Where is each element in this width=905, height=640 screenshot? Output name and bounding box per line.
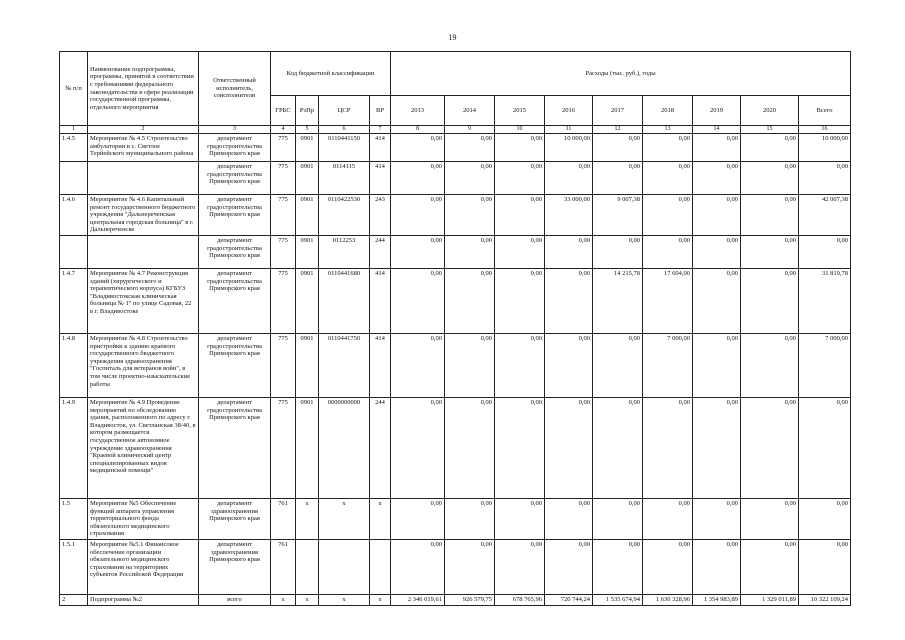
row-value: 0,00 — [643, 195, 693, 236]
row-number: 1.4.8 — [60, 333, 88, 397]
row-name: Мероприятие №5.1 Финансовое обеспечение организации обязательного медицинского страхования на территориях субъектов Российской Федерации — [88, 539, 199, 594]
row-number: 1.4.9 — [60, 397, 88, 498]
row-responsible: департамент градостроительства Приморского края — [199, 134, 271, 162]
row-value: 0,00 — [593, 333, 643, 397]
row-rzpr: 0901 — [296, 235, 319, 268]
column-number: 15 — [741, 126, 799, 134]
row-responsible: департамент градостроительства Приморского края — [199, 268, 271, 333]
row-value: 0,00 — [495, 397, 545, 498]
column-number: 12 — [593, 126, 643, 134]
table-row — [60, 235, 851, 268]
row-value: 0,00 — [799, 498, 851, 539]
row-name — [88, 235, 199, 268]
row-value: 0,00 — [741, 397, 799, 498]
row-rzpr: 0901 — [296, 195, 319, 236]
row-value: 0,00 — [391, 235, 445, 268]
row-vr: 243 — [370, 195, 391, 236]
row-value: 1 354 983,89 — [693, 594, 741, 605]
row-rzpr: 0901 — [296, 134, 319, 162]
header-year: 2015 — [495, 96, 545, 126]
row-csr: 0110441150 — [319, 134, 370, 162]
row-csr: 0114115 — [319, 162, 370, 195]
row-value: 720 744,24 — [545, 594, 593, 605]
row-rzpr: 0901 — [296, 162, 319, 195]
row-grbs: 775 — [271, 333, 296, 397]
row-value: 0,00 — [545, 162, 593, 195]
row-value: 0,00 — [693, 235, 741, 268]
row-value: 42 007,38 — [799, 195, 851, 236]
row-value: 7 000,00 — [643, 333, 693, 397]
row-value: 0,00 — [741, 539, 799, 594]
row-value: 0,00 — [445, 539, 495, 594]
row-vr: 244 — [370, 397, 391, 498]
row-value: 0,00 — [545, 268, 593, 333]
row-value: 0,00 — [593, 235, 643, 268]
table-row — [60, 333, 851, 397]
row-rzpr: 0901 — [296, 268, 319, 333]
row-value: 0,00 — [495, 195, 545, 236]
row-value: 0,00 — [445, 498, 495, 539]
header-year: 2016 — [545, 96, 593, 126]
table-row — [60, 539, 851, 594]
row-grbs: 761 — [271, 539, 296, 594]
row-value: 0,00 — [799, 235, 851, 268]
row-value: 0,00 — [495, 162, 545, 195]
header-budget-code: РзПр — [296, 96, 319, 126]
row-value: 0,00 — [593, 397, 643, 498]
table-row — [60, 498, 851, 539]
row-value: 0,00 — [741, 162, 799, 195]
row-name: Мероприятие №5 Обеспечение функций аппарата управления территориального фонда обязательного медицинского страхования — [88, 498, 199, 539]
column-number: 1 — [60, 126, 88, 134]
row-name: Мероприятие № 4.6 Капитальный ремонт государственного бюджетного учреждения "Дальнереченская центральная городская больница" в г. Дальнереченске — [88, 195, 199, 236]
row-csr — [319, 539, 370, 594]
row-responsible: департамент здравоохранения Приморского края — [199, 539, 271, 594]
row-value: 0,00 — [693, 268, 741, 333]
row-value: 0,00 — [445, 134, 495, 162]
row-value: 0,00 — [693, 195, 741, 236]
row-value: 0,00 — [741, 498, 799, 539]
header-responsible: Ответственный исполнитель, соисполнители — [199, 52, 271, 126]
row-value: 0,00 — [741, 195, 799, 236]
row-value: 0,00 — [741, 235, 799, 268]
row-value: 0,00 — [693, 539, 741, 594]
row-value: 0,00 — [495, 134, 545, 162]
column-number: 3 — [199, 126, 271, 134]
row-number: 1.4.7 — [60, 268, 88, 333]
row-value: 0,00 — [741, 268, 799, 333]
row-value: 0,00 — [643, 134, 693, 162]
column-number: 6 — [319, 126, 370, 134]
row-csr: х — [319, 498, 370, 539]
row-value: 2 346 019,61 — [391, 594, 445, 605]
row-value: 0,00 — [593, 539, 643, 594]
row-value: 0,00 — [693, 162, 741, 195]
header-name: Наименование подпрограммы, программы, принятой в соответствии с требованиями федерального законодательства в сфере реализации государственной программы, отдельного мероприятия — [88, 52, 199, 126]
row-vr: 414 — [370, 333, 391, 397]
row-value: 0,00 — [495, 539, 545, 594]
column-number: 7 — [370, 126, 391, 134]
row-value: 0,00 — [643, 162, 693, 195]
page-number: 19 — [448, 33, 457, 42]
header-budget-classification: Код бюджетной классификации — [271, 52, 391, 96]
row-responsible: департамент градостроительства Приморского края — [199, 397, 271, 498]
header-budget-code: ЦСР — [319, 96, 370, 126]
row-value: 1 630 328,96 — [643, 594, 693, 605]
row-rzpr: 0901 — [296, 333, 319, 397]
row-value: 17 604,00 — [643, 268, 693, 333]
row-value: 9 007,38 — [593, 195, 643, 236]
row-name: Мероприятие № 4.5 Строительство амбулатории в с. Светлое Терйейского муниципального района — [88, 134, 199, 162]
row-value: 0,00 — [799, 397, 851, 498]
row-value: 14 215,78 — [593, 268, 643, 333]
table-row — [60, 268, 851, 333]
row-value: 0,00 — [693, 397, 741, 498]
row-vr — [370, 539, 391, 594]
row-value: 0,00 — [391, 539, 445, 594]
row-value: 0,00 — [445, 162, 495, 195]
row-value: 0,00 — [693, 333, 741, 397]
column-number: 9 — [445, 126, 495, 134]
table-row — [60, 397, 851, 498]
row-name: Подпрограмма №2 — [88, 594, 199, 605]
row-vr: х — [370, 594, 391, 605]
row-csr: 0110441750 — [319, 333, 370, 397]
header-year: 2017 — [593, 96, 643, 126]
row-csr: 0110441680 — [319, 268, 370, 333]
row-value: 0,00 — [799, 162, 851, 195]
row-value: 926 579,75 — [445, 594, 495, 605]
row-vr: 414 — [370, 134, 391, 162]
column-number: 14 — [693, 126, 741, 134]
row-number — [60, 162, 88, 195]
row-value: 0,00 — [643, 397, 693, 498]
row-value: 0,00 — [545, 333, 593, 397]
row-grbs: 775 — [271, 162, 296, 195]
header-year: 2019 — [693, 96, 741, 126]
row-value: 0,00 — [391, 498, 445, 539]
row-vr: х — [370, 498, 391, 539]
row-number: 1.4.6 — [60, 195, 88, 236]
row-csr: 0112253 — [319, 235, 370, 268]
row-value: 0,00 — [495, 333, 545, 397]
row-value: 0,00 — [741, 333, 799, 397]
row-number — [60, 235, 88, 268]
row-value: 1 329 011,89 — [741, 594, 799, 605]
row-value: 0,00 — [391, 134, 445, 162]
row-value: 0,00 — [391, 195, 445, 236]
row-csr: 0000000000 — [319, 397, 370, 498]
row-grbs: 775 — [271, 235, 296, 268]
row-responsible: департамент градостроительства Приморского края — [199, 235, 271, 268]
row-value: 0,00 — [445, 235, 495, 268]
row-responsible: департамент здравоохранения Приморского края — [199, 498, 271, 539]
row-vr: 414 — [370, 162, 391, 195]
row-number: 1.5.1 — [60, 539, 88, 594]
column-number: 2 — [88, 126, 199, 134]
row-value: 0,00 — [593, 162, 643, 195]
row-value: 0,00 — [593, 498, 643, 539]
row-name: Мероприятие № 4.8 Строительство пристройки к зданию краевого государственного бюджетного учреждения здравоохранения "Госпиталь для ветеранов войн", в том числе проектно-изыскательские работы — [88, 333, 199, 397]
row-responsible: департамент градостроительства Приморского края — [199, 162, 271, 195]
header-year: Всего — [799, 96, 851, 126]
row-csr: 0110422530 — [319, 195, 370, 236]
row-value: 0,00 — [495, 498, 545, 539]
row-name: Мероприятие № 4.9 Проведение мероприятий по обследованию здания, расположенного по адресу г. Владивосток, ул. Светланская 38/40, в котором размещается государственное автономное учреждение здравоохранения "Краевой клинический центр специализированных видов медицинской помощи" — [88, 397, 199, 498]
row-value: 0,00 — [391, 333, 445, 397]
column-number: 5 — [296, 126, 319, 134]
row-name — [88, 162, 199, 195]
row-value: 0,00 — [545, 498, 593, 539]
row-value: 0,00 — [643, 539, 693, 594]
row-value: 0,00 — [799, 539, 851, 594]
row-value: 0,00 — [693, 498, 741, 539]
table-row — [60, 195, 851, 236]
header-budget-code: ВР — [370, 96, 391, 126]
header-year: 2020 — [741, 96, 799, 126]
column-number: 10 — [495, 126, 545, 134]
expenses-table — [59, 51, 851, 606]
row-value: 678 765,96 — [495, 594, 545, 605]
row-value: 0,00 — [545, 397, 593, 498]
header-year: 2018 — [643, 96, 693, 126]
row-value: 0,00 — [495, 268, 545, 333]
row-value: 0,00 — [445, 268, 495, 333]
column-number: 11 — [545, 126, 593, 134]
row-value: 0,00 — [391, 268, 445, 333]
row-value: 0,00 — [391, 162, 445, 195]
row-csr: х — [319, 594, 370, 605]
row-value: 0,00 — [445, 195, 495, 236]
row-value: 0,00 — [495, 235, 545, 268]
table-row — [60, 594, 851, 605]
row-value: 0,00 — [693, 134, 741, 162]
row-grbs: 775 — [271, 134, 296, 162]
row-vr: 414 — [370, 268, 391, 333]
column-number: 13 — [643, 126, 693, 134]
column-number: 4 — [271, 126, 296, 134]
row-grbs: 775 — [271, 397, 296, 498]
row-vr: 244 — [370, 235, 391, 268]
row-responsible: департамент градостроительства Приморского края — [199, 195, 271, 236]
row-number: 1.5 — [60, 498, 88, 539]
row-responsible: всего — [199, 594, 271, 605]
header-expenses: Расходы (тыс. руб.), годы — [391, 52, 851, 96]
row-value: 1 535 674,94 — [593, 594, 643, 605]
row-value: 0,00 — [545, 235, 593, 268]
row-number: 1.4.5 — [60, 134, 88, 162]
row-value: 10 000,00 — [545, 134, 593, 162]
row-value: 10 000,00 — [799, 134, 851, 162]
row-grbs: х — [271, 594, 296, 605]
row-responsible: департамент градостроительства Приморского края — [199, 333, 271, 397]
row-grbs: 775 — [271, 268, 296, 333]
row-number: 2 — [60, 594, 88, 605]
row-rzpr: 0901 — [296, 397, 319, 498]
header-budget-code: ГРБС — [271, 96, 296, 126]
table-row — [60, 162, 851, 195]
row-value: 0,00 — [643, 235, 693, 268]
table-row — [60, 134, 851, 162]
row-rzpr: х — [296, 498, 319, 539]
row-value: 0,00 — [593, 134, 643, 162]
header-no: № п/п — [60, 52, 88, 126]
row-grbs: 761 — [271, 498, 296, 539]
row-name: Мероприятие № 4.7 Реконструкция зданий (хирургического и терапевтического корпуса) КГБУЗ "Владивостокская клиническая больница № 1" по улице Садовая, 22 в г. Владивостоке — [88, 268, 199, 333]
row-value: 0,00 — [445, 333, 495, 397]
row-value: 7 000,00 — [799, 333, 851, 397]
row-value: 0,00 — [445, 397, 495, 498]
row-grbs: 775 — [271, 195, 296, 236]
column-number: 8 — [391, 126, 445, 134]
row-rzpr: х — [296, 594, 319, 605]
column-number: 16 — [799, 126, 851, 134]
row-value: 0,00 — [741, 134, 799, 162]
header-year: 2014 — [445, 96, 495, 126]
header-year: 2013 — [391, 96, 445, 126]
row-value: 0,00 — [643, 498, 693, 539]
row-rzpr — [296, 539, 319, 594]
row-value: 10 322 109,24 — [799, 594, 851, 605]
row-value: 31 819,78 — [799, 268, 851, 333]
row-value: 0,00 — [545, 539, 593, 594]
row-value: 0,00 — [391, 397, 445, 498]
row-value: 33 000,00 — [545, 195, 593, 236]
